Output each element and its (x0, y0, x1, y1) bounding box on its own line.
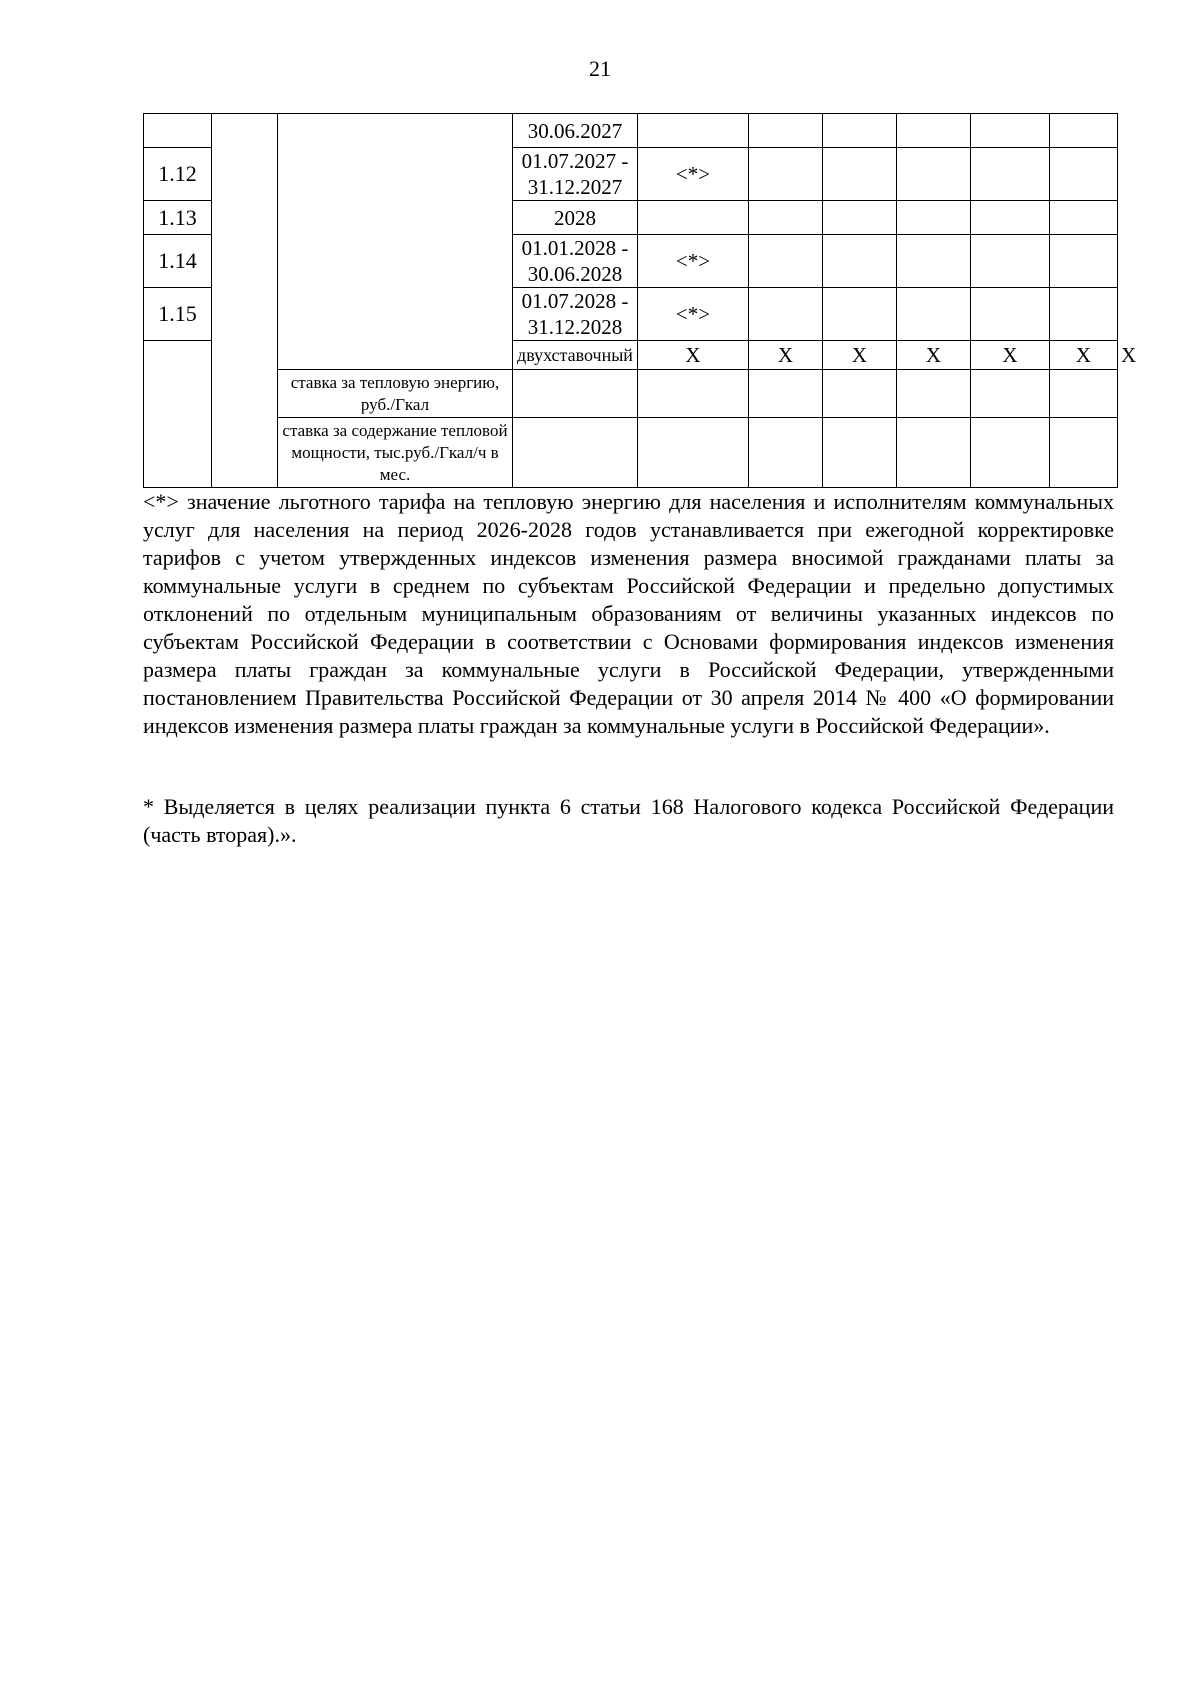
two-part-label: двухставочный (513, 341, 638, 370)
mark-cell: X (971, 341, 1050, 370)
period-cell: 01.01.2028 - 30.06.2028 (513, 235, 638, 288)
tariff-type-cell (278, 114, 513, 370)
mark-cell: X (1050, 341, 1118, 370)
footnote-star: <*> значение льготного тарифа на тепловую энергию для населения и исполнителям коммунальных услуг для населения на период 2026-2028 годов устанавливается при ежегодной корректировке тарифов с учетом утвержденных индексов изменения размера вносимой гражданами платы за коммунальные услуги в среднем по субъектам Российской Федерации и предельно допустимых отклонений по отдельным муниципальным образованиям от величины указанных индексов по субъектам Российской Федерации в соответствии с Основами формирования индексов изменения размера платы граждан за коммунальные услуги в Российской Федерации, утвержденными постановлением Правительства Российской Федерации от 30 апреля 2014 № 400 «О формировании индексов изменения размера платы граждан за коммунальные услуги в Российской Федерации». (143, 489, 1114, 738)
footnote-asterisk: * Выделяется в целях реализации пункта 6 статьи 168 Налогового кодекса Российской Федерации (часть вторая).». (143, 794, 1114, 847)
period-cell: 01.07.2027 - 31.12.2027 (513, 148, 638, 201)
value-cell: <*> (638, 235, 749, 288)
rate-capacity-label: ставка за содержание тепловой мощности, тыс.руб./Гкал/ч в мес. (278, 418, 513, 488)
mark-cell: X (749, 341, 823, 370)
value-cell (638, 114, 749, 148)
rate-energy-label: ставка за тепловую энергию, руб./Гкал (278, 370, 513, 418)
value-cell: <*> (638, 148, 749, 201)
row-number-cell (144, 341, 212, 488)
period-cell: 30.06.2027 (513, 114, 638, 148)
page-number: 21 (589, 56, 611, 81)
row-number-cell: 1.15 (144, 288, 212, 341)
period-cell: 01.07.2028 - 31.12.2028 (513, 288, 638, 341)
table-row: двухставочный X X X X X X X (144, 341, 1118, 370)
table-row (144, 370, 1118, 418)
row-number-cell: 1.13 (144, 201, 212, 235)
period-cell: 2028 (513, 201, 638, 235)
table-row (144, 418, 1118, 488)
row-number-cell (144, 114, 212, 148)
row-number-cell: 1.14 (144, 235, 212, 288)
group-column-cell (212, 114, 278, 488)
table-row (144, 114, 1118, 148)
value-cell: <*> (638, 288, 749, 341)
mark-cell: X (897, 341, 971, 370)
mark-cell: X (823, 341, 897, 370)
tariff-table (143, 113, 1137, 488)
value-cell (638, 201, 749, 235)
mark-cell: X (638, 341, 749, 370)
row-number-cell: 1.12 (144, 148, 212, 201)
